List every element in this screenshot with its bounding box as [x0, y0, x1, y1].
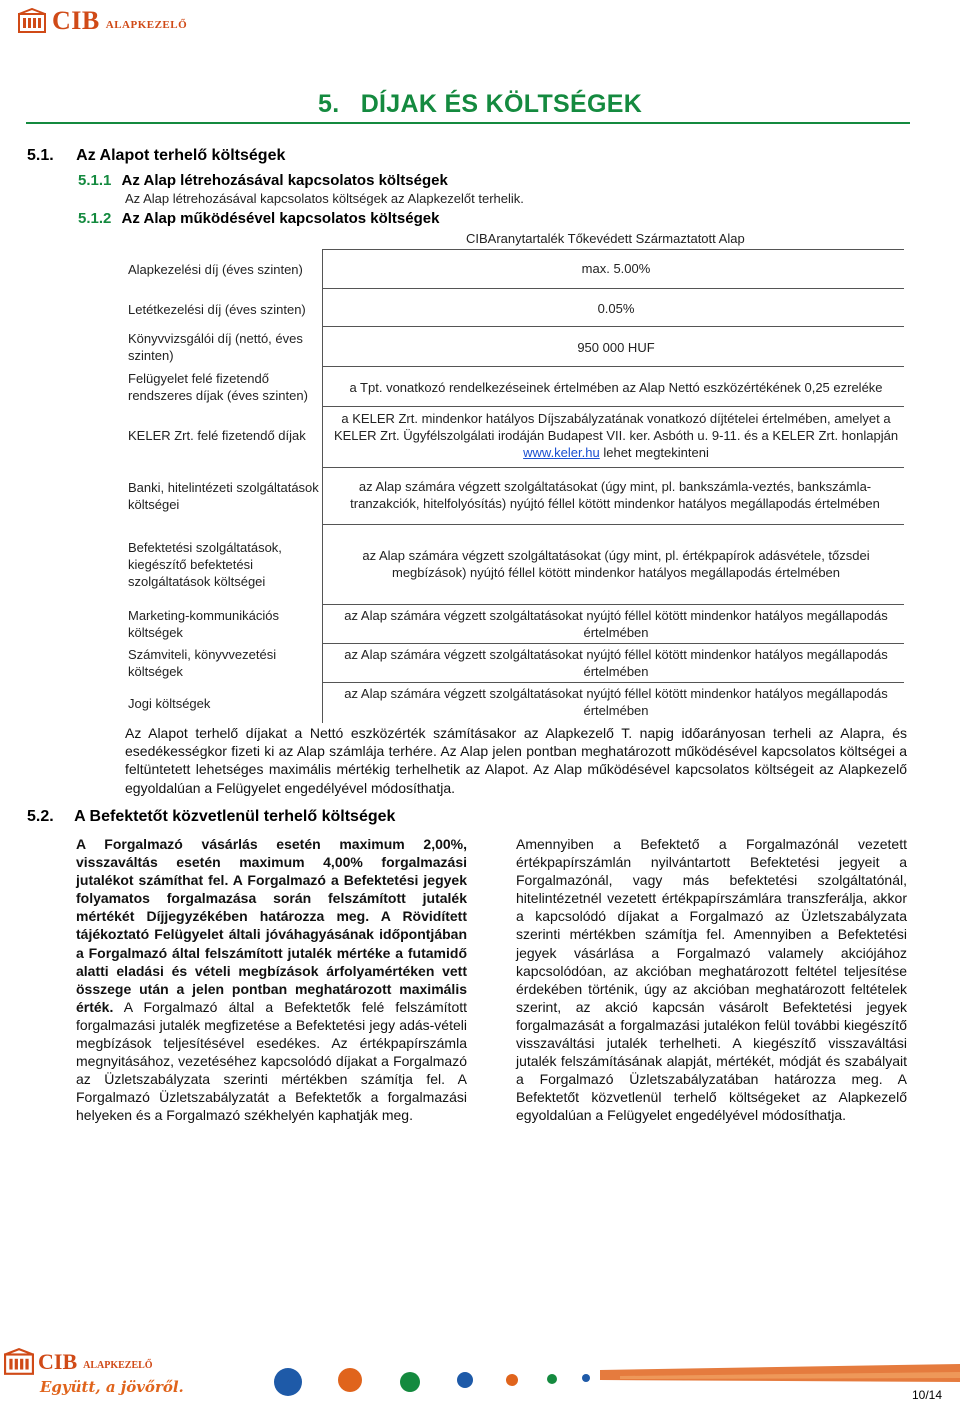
- keler-text: a KELER Zrt. mindenkor hatályos Díjszabályzatának vonatkozó díjtételei értelmében, amelyet a KELER Zrt. Ügyfélszolgálati irodáján Budapest VII. ker. Asbóth u. 9-11. és a KELER Zrt. honlapján: [333, 411, 899, 443]
- header-logo: [18, 6, 187, 36]
- footer-slogan: Együtt, a jövőről.: [40, 1378, 184, 1396]
- section-5-2-heading: [27, 808, 395, 826]
- table-row-value: 0.05%: [597, 301, 635, 316]
- table-row-value: az Alap számára végzett szolgáltatásokat nyújtó féllel kötött mindenkor hatályos megállapodás értelmében: [344, 686, 888, 718]
- table-row-label: Marketing-kommunikációs költségek: [128, 608, 279, 640]
- section-title: Az Alap létrehozásával kapcsolatos költségek: [121, 172, 448, 189]
- table-row-rule: [322, 682, 904, 683]
- table-row-value: az Alap számára végzett szolgáltatásokat (úgy mint, pl. bankszámla-veztés, bankszámla-tranzakciók, hitelfolyósítás) nyújtó féllel kötött mindenkor hatályos megállapodás értelmében: [350, 479, 880, 511]
- logo-subtext: ALAPKEZELŐ: [105, 19, 188, 31]
- table-row-label: Befektetési szolgáltatások, kiegészítő befektetési szolgáltatások költségei: [128, 540, 282, 589]
- section-5-1-heading: [27, 147, 285, 165]
- footer-cib-logo-icon: [4, 1348, 34, 1376]
- table-row-value: a Tpt. vonatkozó rendelkezéseinek értelmében az Alap Nettó eszközértékének 0,25 ezreléke: [349, 380, 883, 395]
- table-row-rule: [322, 406, 904, 407]
- footer-logo-subtext: ALAPKEZELŐ: [83, 1359, 153, 1371]
- chapter-number: 5.: [318, 90, 340, 118]
- table-row-rule: [322, 604, 904, 605]
- chapter-text: DÍJAK ÉS KÖLTSÉGEK: [360, 90, 643, 118]
- left-column-text: A Forgalmazó által a Befektetők felé felszámított forgalmazási jutalék megfizetése a Befektetési jegy adás-vételi megbízások teljesítésével esedékes. Az értékpapírszámla megnyitásához, vezetéséhez kapcsolódó díjakat a Forgalmazó az Üzletszabályzata szerinti mértékben számítja fel. A Forgalmazó Üzletszabályzatát a Befektetők a forgalmazási helyeken és a Forgalmazó székhelyén kaphatják meg.: [76, 998, 468, 1124]
- table-row-value: [328, 410, 904, 461]
- left-column: [76, 835, 467, 1125]
- costs-paragraph: Az Alapot terhelő díjakat a Nettó eszközérték számításakor az Alapkezelő T. napig időarányosan terheli az Alapra, és esedékességkor fizeti ki az Alap számlája terhére. Az Alap jelen pontban meghatározott működésével kapcsolatos költségei a feltüntetett lehetséges maximális mértékig terhelhetik az Alapot. Az Alap működésével kapcsolatos költségeit az Alapkezelő egyoldalúan a Felügyelet engedélyével módosíthatja.: [125, 725, 907, 796]
- table-row-label: Letétkezelési díj (éves szinten): [128, 302, 306, 317]
- section-number: 5.2.: [27, 808, 54, 825]
- section-title: A Befektetőt közvetlenül terhelő költségek: [74, 808, 396, 825]
- table-row-value: az Alap számára végzett szolgáltatásokat nyújtó féllel kötött mindenkor hatályos megállapodás értelmében: [344, 608, 888, 640]
- table-row-rule: [322, 288, 904, 289]
- table-row-label: KELER Zrt. felé fizetendő díjak: [128, 428, 306, 443]
- table-row-rule: [322, 524, 904, 525]
- keler-text-end: lehet megtekinteni: [603, 445, 709, 460]
- table-row-label: Alapkezelési díj (éves szinten): [128, 262, 303, 277]
- section-title: Az Alap működésével kapcsolatos költségek: [121, 210, 440, 227]
- footer-decoration-icon: [260, 1362, 960, 1402]
- footer-logo-text: CIB: [38, 1349, 78, 1374]
- section-title: Az Alapot terhelő költségek: [76, 147, 286, 164]
- page-number: 10/14: [912, 1388, 943, 1402]
- table-row-rule: [322, 467, 904, 468]
- section-number: 5.1.2: [78, 210, 112, 227]
- table-header-rule: [322, 249, 904, 250]
- logo-text: CIB: [52, 6, 100, 35]
- table-row-label: Jogi költségek: [128, 696, 211, 711]
- table-row-rule: [322, 366, 904, 367]
- left-column-bold-text: A Forgalmazó vásárlás esetén maximum 2,00%, visszaváltás esetén maximum 4,00% forgalmazási jutalékot számíthat fel. A Forgalmazó a Befektetési jegyek folyamatos forgalmazása során felszámított jutalék mértékét Díjjegyzékében határozza meg. A Rövidített tájékoztató Felügyelet általi jóváhagyásának időpontjában a Forgalmazó által felszámított jutalék mértéke a futamidő alatti eladási és vételi megbízások árfolyamértéken vett összege után a jelen pontban meghatározott maximális érték.: [76, 836, 467, 1015]
- table-row-rule: [322, 643, 904, 644]
- chapter-divider: [26, 122, 910, 124]
- right-column: Amennyiben a Befektető a Forgalmazónál vezetett értékpapírszámlán nyilvántartott Befektetési jegyeit a Forgalmazónál, vagy más befektetési szolgáltatónál, hitelintézetnél vezetett értékpapírszámlára transzferálja, akkor a kapcsolódó díjakat a Forgalmazó az Üzletszabályzata szerinti mértékben számítja fel. Amennyiben a Befektetési jegyek vásárlása a Forgalmazó valamely akciójához kapcsolódóan, az akcióban meghatározott feltétel teljesítése érdekében történik, úgy az akcióban meghatározott feltételek szerint, az akció kapcsán vásárolt Befektetési jegyek forgalmazását a forgalmazási jutalékon felül további kiegészítő visszaváltási jutalék terhelheti. A kiegészítő visszaváltási jutalék felszámításának alapját, mértékét, módját és szabályait a Forgalmazó Üzletszabályzatában határozza meg. A Befektetőt közvetlenül terhelő költségeket az Alapkezelő egyoldalúan a Felügyelet engedélyével módosíthatja.: [516, 836, 907, 1124]
- section-number: 5.1.1: [78, 172, 112, 189]
- keler-website-link[interactable]: www.keler.hu: [523, 445, 600, 460]
- table-row-value: 950 000 HUF: [577, 340, 655, 355]
- table-row-value: max. 5.00%: [581, 261, 651, 276]
- chapter-title: [318, 90, 642, 119]
- table-row-label: Felügyelet felé fizetendő rendszeres díjak (éves szinten): [128, 371, 308, 403]
- footer-logo: [4, 1348, 153, 1376]
- section-5-1-1-text: Az Alap létrehozásával kapcsolatos költségek az Alapkezelőt terhelik.: [125, 191, 524, 206]
- table-row-rule: [322, 326, 904, 327]
- table-row-label: Banki, hitelintézeti szolgáltatások költségei: [128, 480, 319, 512]
- section-5-1-1-heading: [78, 172, 448, 189]
- table-row-value: az Alap számára végzett szolgáltatásokat (úgy mint, pl. értékpapírok adásvétele, tőzsdei megbízások) nyújtó féllel kötött mindenkor hatályos megállapodás értelmében: [362, 548, 870, 580]
- table-row-label: Könyvvizsgálói díj (nettó, éves szinten): [128, 331, 303, 363]
- table-header: CIBAranytartalék Tőkevédett Származtatott Alap: [466, 231, 745, 246]
- cib-logo-icon: [18, 8, 46, 34]
- table-row-value: az Alap számára végzett szolgáltatásokat nyújtó féllel kötött mindenkor hatályos megállapodás értelmében: [344, 647, 888, 679]
- table-row-label: Számviteli, könyvvezetési költségek: [128, 647, 277, 679]
- section-number: 5.1.: [27, 147, 54, 164]
- section-5-1-2-heading: [78, 210, 439, 227]
